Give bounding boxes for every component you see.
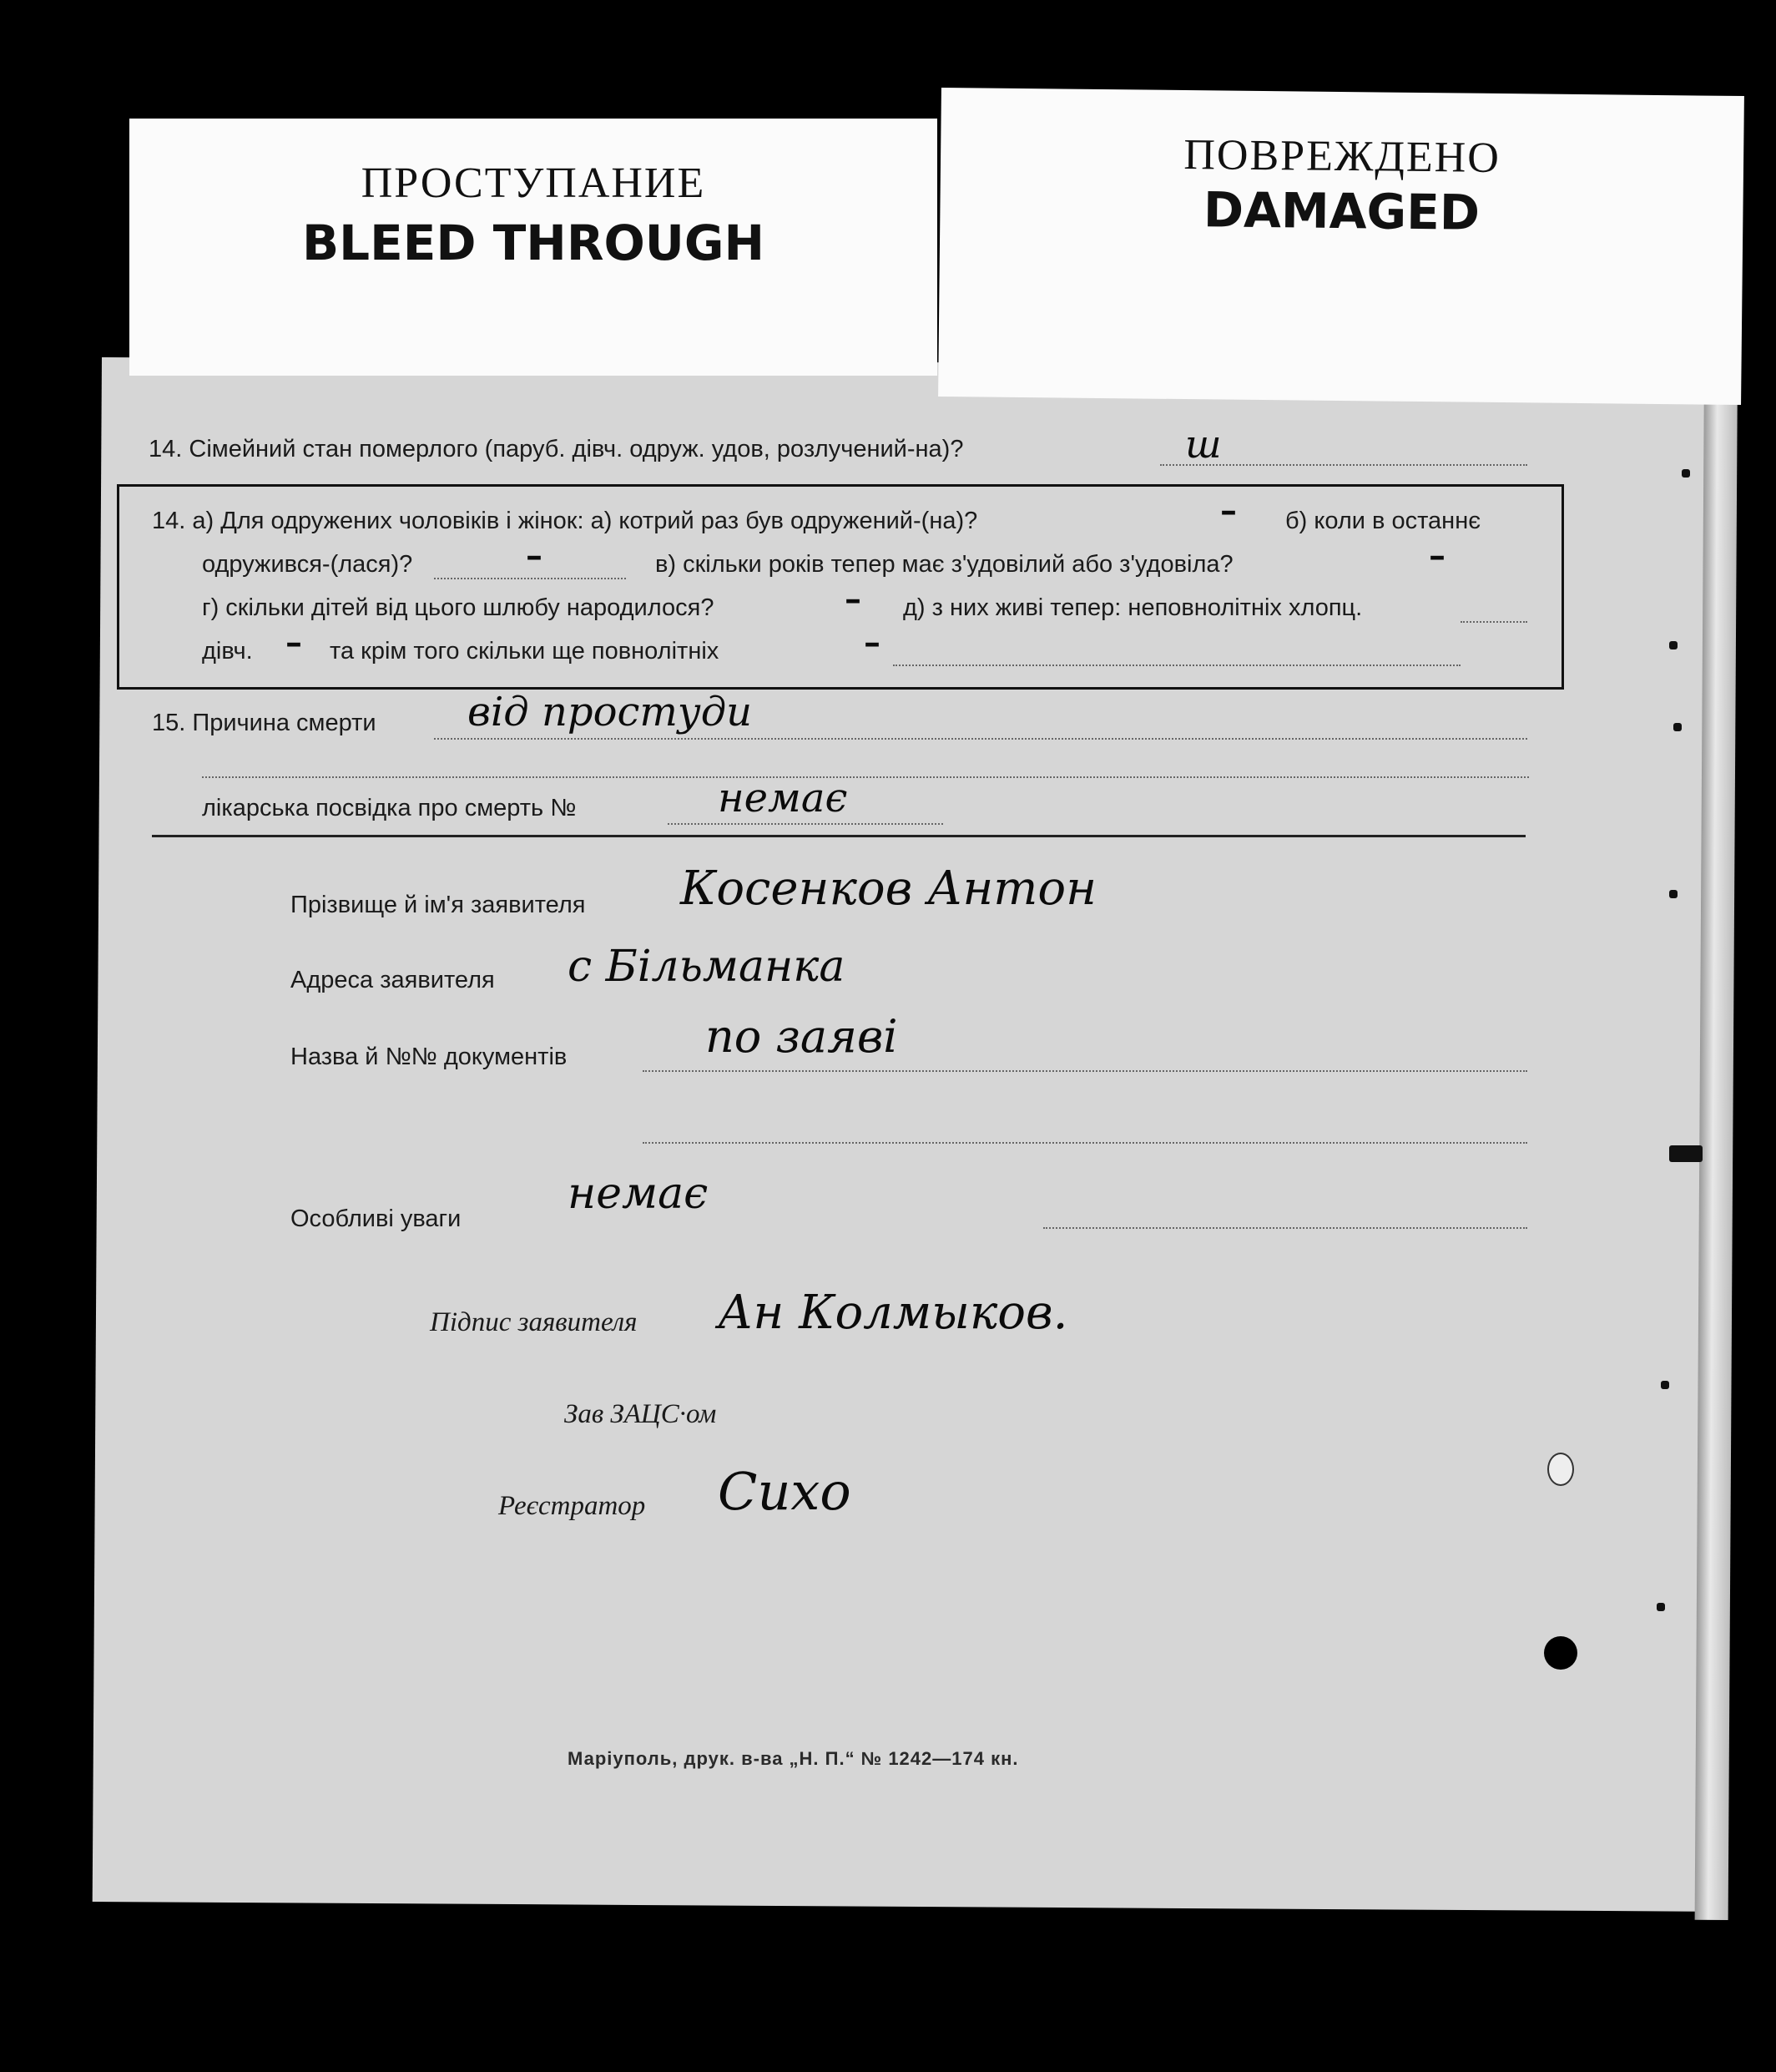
q15-answer: від простуди [467,689,753,735]
q14a-line1b: б) коли в останнє [1285,508,1481,534]
q15-dotline [434,738,1527,740]
applicant-name-label: Прізвище й ім'я заявителя [290,892,586,918]
q14a-dash4: – [845,579,861,619]
notes-dotline [1043,1227,1527,1229]
med-cert-dotline [668,823,943,825]
applicant-name: Косенков Антон [680,862,1097,916]
applicant-signature: Ан Колмыков. [718,1286,1068,1340]
q14a-dotline2 [434,578,626,579]
damaged-ru: ПОВРЕЖДЕНО [1183,131,1501,182]
docs-dotline [643,1070,1527,1072]
q14a-line1: 14. а) Для одружених чоловіків і жінок: а) котрий раз був одружений-(на)? [152,508,978,534]
printer-imprint: Маріуполь, друк. в-ва „Н. П.“ № 1242—174 кн. [568,1748,1019,1769]
damaged-label [938,88,1744,405]
q14-dotline [1160,464,1527,466]
q14a-line3a: г) скільки дітей від цього шлюбу народилося? [202,594,714,621]
address: с Більманка [568,942,845,992]
punch-hole [1544,1636,1577,1670]
q14-answer: ш [1185,422,1222,467]
q14a-line3b: д) з них живі тепер: неповнолітніх хлопц. [903,594,1363,621]
q14a-line4b: та крім того скільки ще повнолітніх [330,638,719,665]
section-divider [152,835,1526,837]
docs-dotline2 [643,1142,1527,1144]
q14a-dash5: – [285,623,302,662]
q14a-dash1: – [1220,491,1237,530]
notes-label: Особливі уваги [290,1205,462,1232]
docs: по заяві [705,1010,898,1063]
margin-mark [1673,723,1682,731]
margin-mark [1669,890,1678,898]
q14a-line2b: в) скільки років тепер має з'удовілий або з'удовіла? [655,551,1234,578]
q14a-dash6: – [864,623,880,662]
bleed-through-ru: ПРОСТУПАНИЕ [361,159,706,207]
q15-label: 15. Причина смерти [152,710,376,736]
q15-dotline2 [202,776,1529,778]
bleed-through-label [129,119,937,376]
punch-hole-2 [1547,1453,1574,1486]
address-label: Адреса заявителя [290,967,495,993]
registrar-label: Реєстратор [498,1491,646,1521]
q14a-line4a: дівч. [202,638,253,665]
margin-mark [1669,1145,1703,1162]
margin-mark [1657,1603,1665,1611]
bleed-through-en: BLEED THROUGH [301,215,765,271]
med-cert-answer: немає [718,775,848,821]
q14a-line2a: одружився-(лася)? [202,551,413,578]
margin-mark [1669,641,1678,649]
q14-label: 14. Сімейний стан померлого (паруб. дівч. одруж. удов, розлучений-на)? [149,436,964,462]
sign-label: Підпис заявителя [430,1307,638,1337]
q14a-dotline3 [1461,621,1527,623]
q14a-dash2: – [526,536,542,575]
registrar-signature: Сихо [718,1461,851,1522]
med-cert-label: лікарська посвідка про смерть № [202,795,577,821]
docs-label: Назва й №№ документів [290,1044,568,1070]
margin-mark [1661,1381,1669,1389]
margin-mark [1682,469,1690,478]
notes: немає [568,1169,709,1219]
damaged-en: DAMAGED [1203,181,1481,241]
q14a-dash3: – [1429,536,1446,575]
q14a-dotline4 [893,665,1461,666]
head-label: Зав ЗАЦС·ом [564,1399,717,1429]
